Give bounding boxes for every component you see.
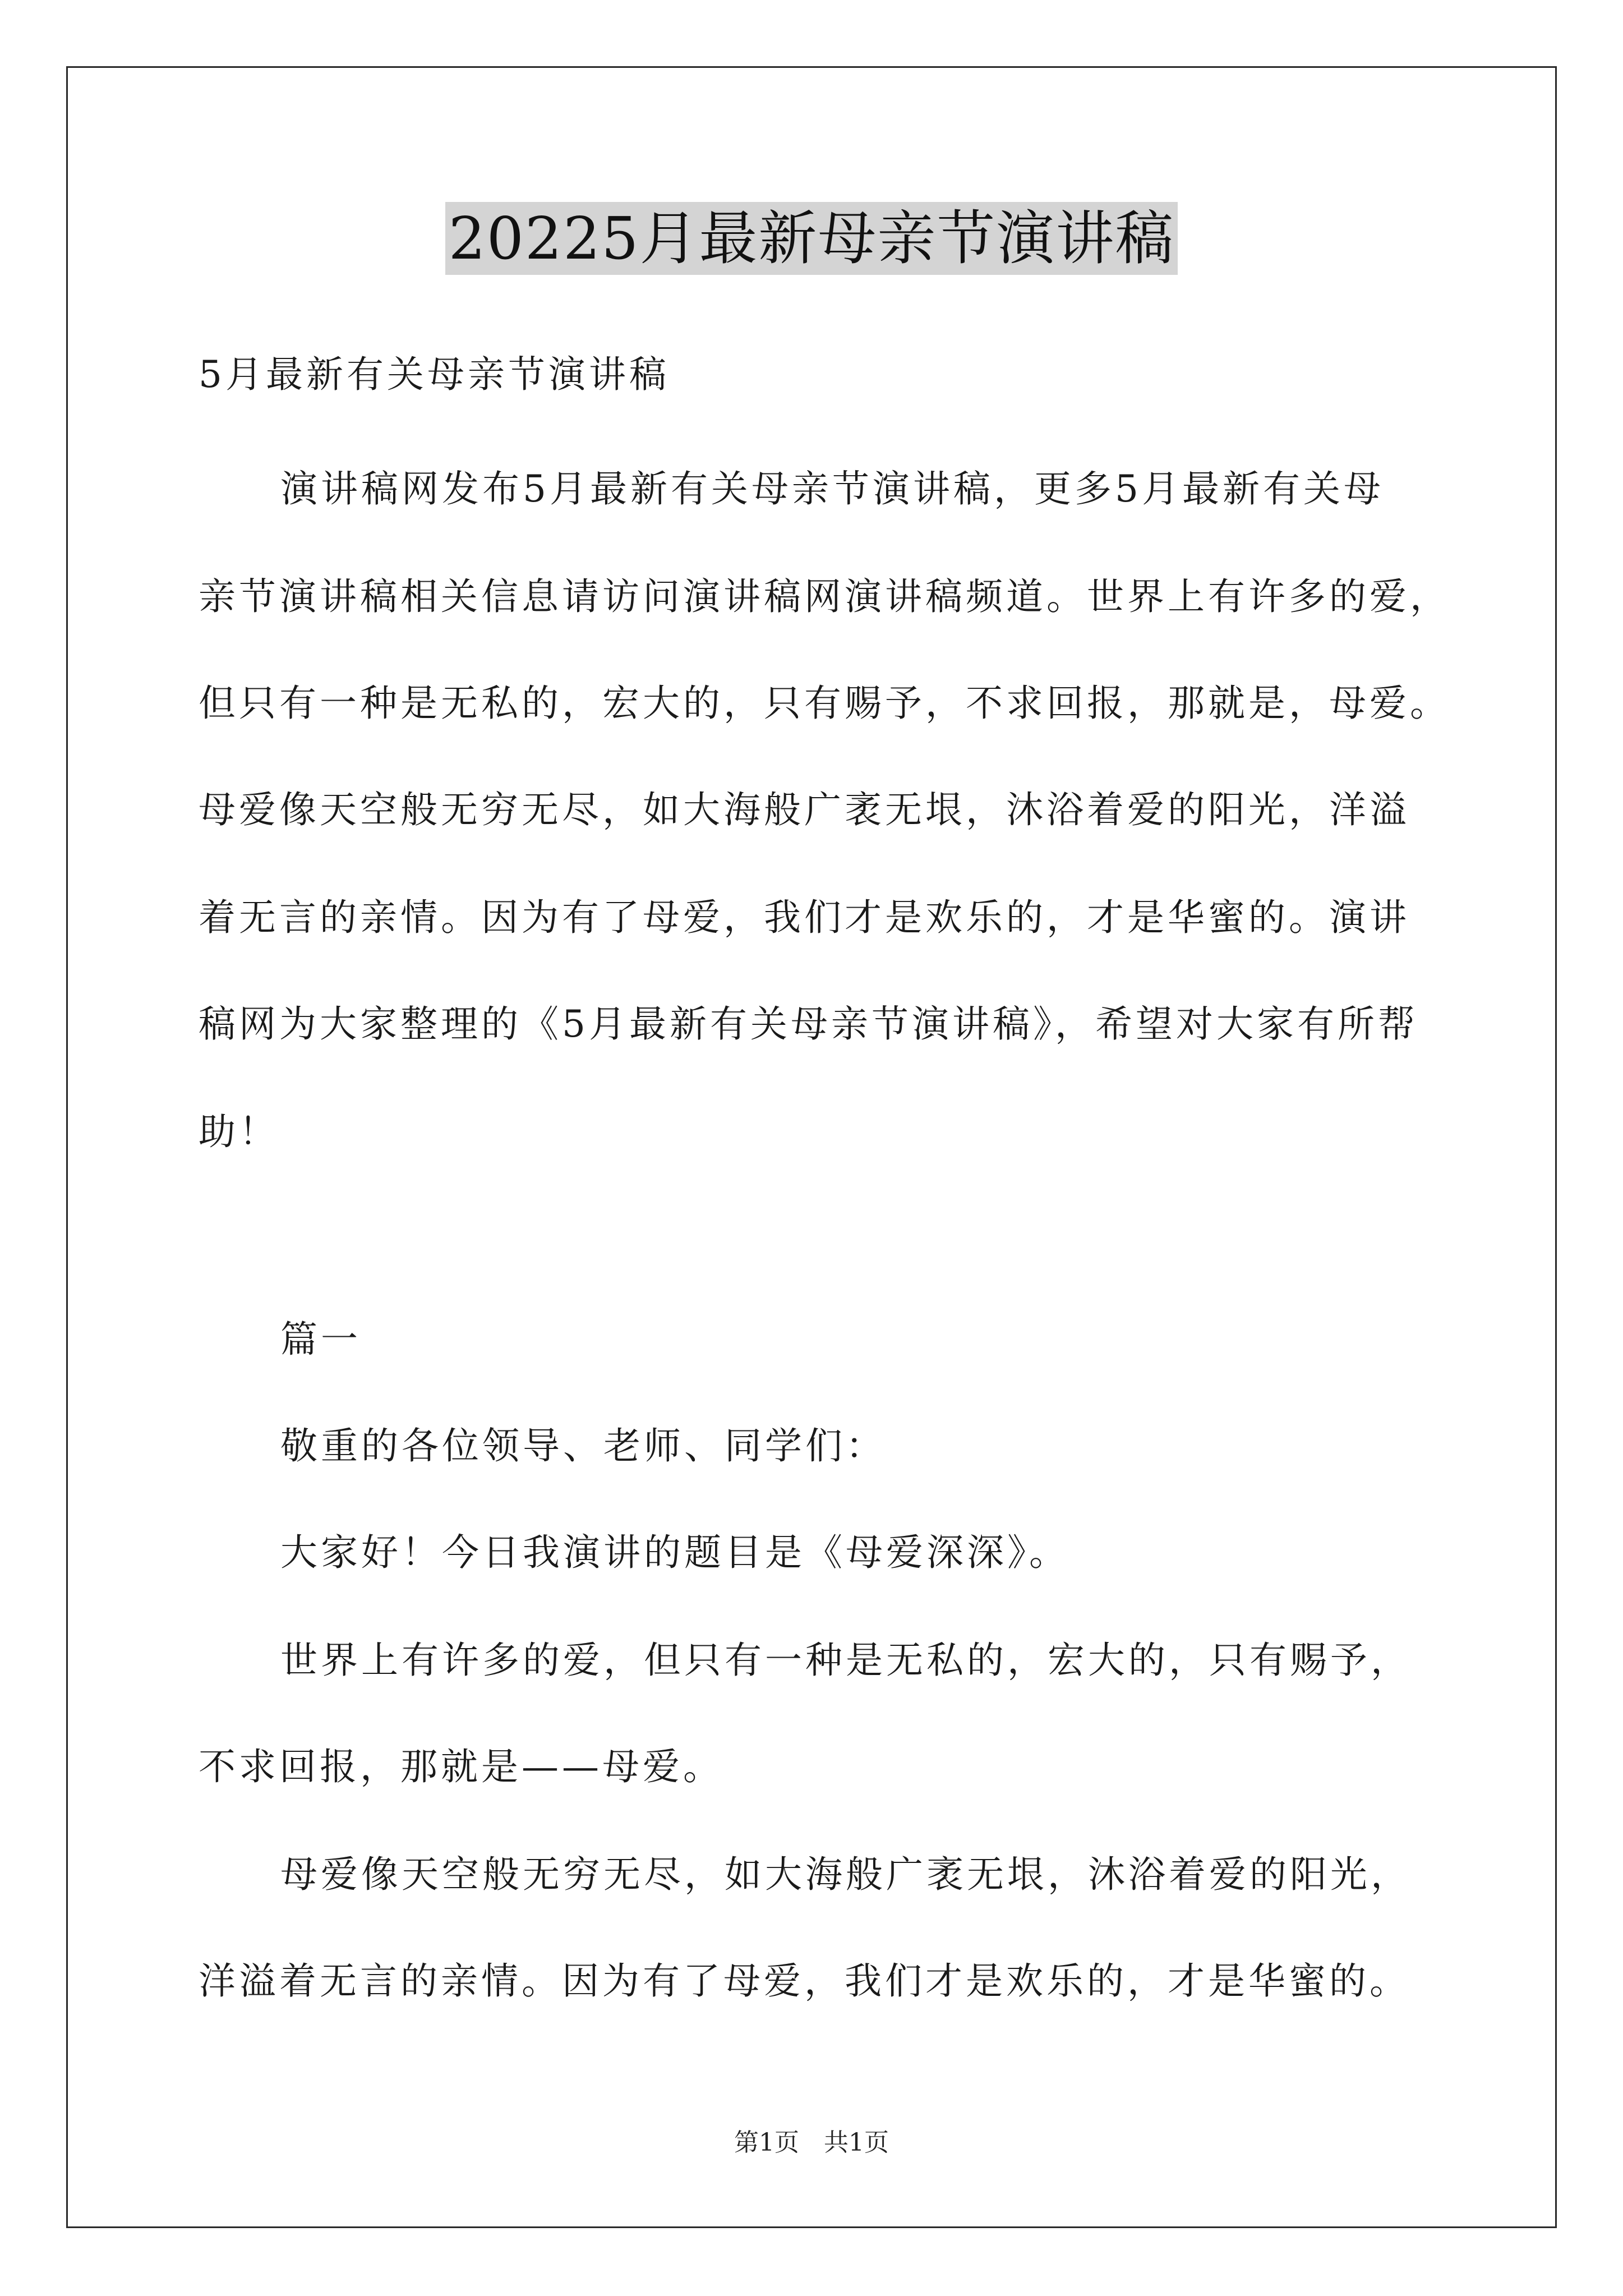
intro-line-5: 着无言的亲情。因为有了母爱，我们才是欢乐的，才是华蜜的。演讲: [199, 896, 1410, 939]
intro-line-2: 亲节演讲稿相关信息请访问演讲稿网演讲稿频道。世界上有许多的爱，: [199, 575, 1450, 618]
intro-line-3: 但只有一种是无私的，宏大的，只有赐予，不求回报，那就是，母爱。: [199, 682, 1450, 725]
subtitle: 5月最新有关母亲节演讲稿: [199, 353, 670, 396]
intro-line-4: 母爱像天空般无穷无尽，如大海般广袤无垠，沐浴着爱的阳光，洋溢: [199, 788, 1410, 831]
paragraph-1-line-2: 不求回报，那就是——母爱。: [199, 1745, 723, 1788]
paragraph-1-line-1: 世界上有许多的爱，但只有一种是无私的，宏大的，只有赐予，: [280, 1639, 1411, 1682]
greeting: 大家好！今日我演讲的题目是《母爱深深》。: [280, 1531, 1069, 1574]
paragraph-2-line-1: 母爱像天空般无穷无尽，如大海般广袤无垠，沐浴着爱的阳光，: [280, 1853, 1411, 1896]
intro-line-7: 助！: [199, 1110, 279, 1153]
paragraph-2-line-2: 洋溢着无言的亲情。因为有了母爱，我们才是欢乐的，才是华蜜的。: [199, 1959, 1410, 2003]
title-container: [0, 202, 1623, 275]
intro-line-6: 稿网为大家整理的《5月最新有关母亲节演讲稿》，希望对大家有所帮: [199, 1002, 1418, 1046]
page-number-footer: 第1页 共1页: [734, 2128, 889, 2157]
salutation: 敬重的各位领导、老师、同学们：: [280, 1424, 886, 1467]
section-heading: 篇一: [280, 1318, 361, 1361]
document-title: 20225月最新母亲节演讲稿: [445, 202, 1178, 275]
intro-line-1: 演讲稿网发布5月最新有关母亲节演讲稿，更多5月最新有关母: [280, 467, 1384, 510]
